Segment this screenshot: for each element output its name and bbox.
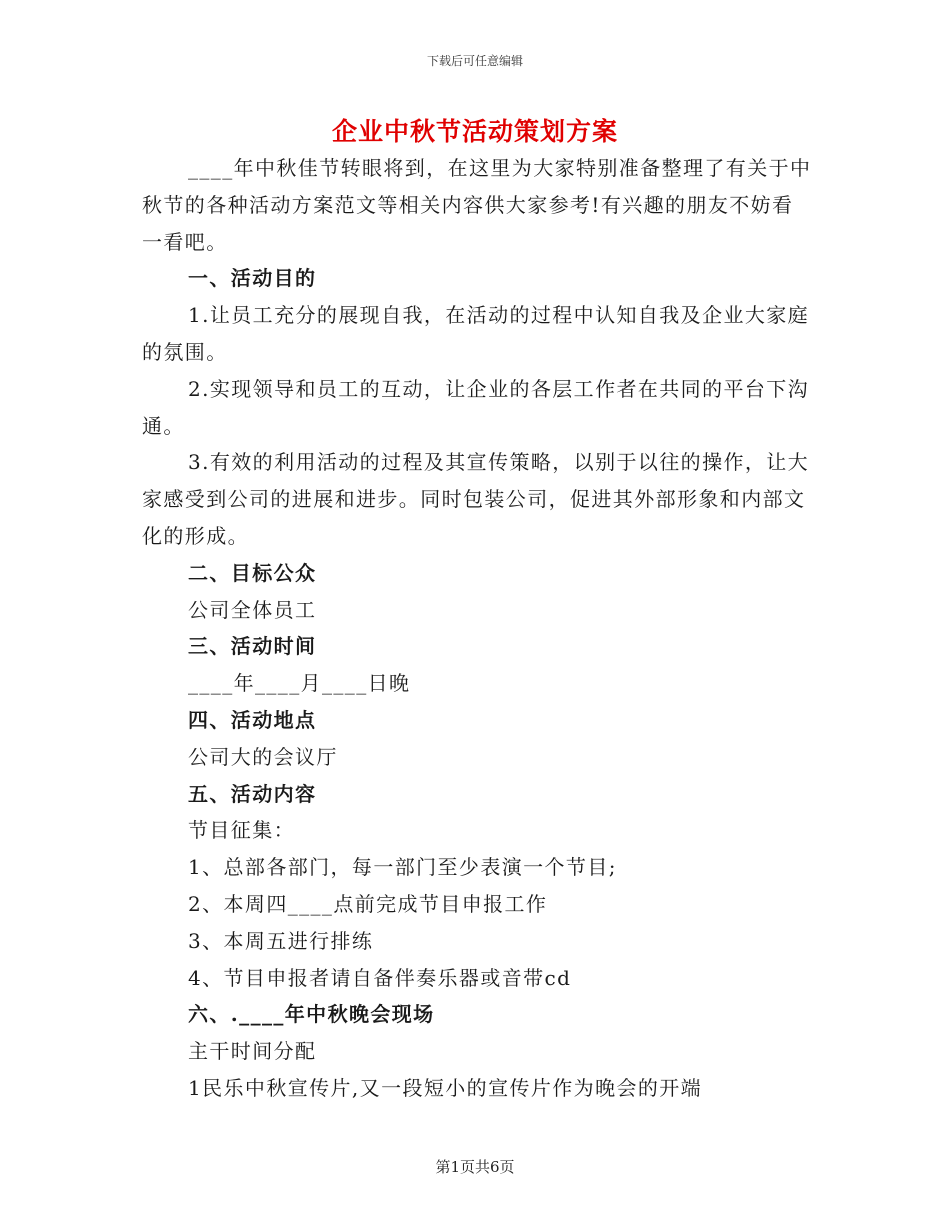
list-item: 2.实现领导和员工的互动，让企业的各层工作者在共同的平台下沟通。 bbox=[142, 376, 810, 438]
section-heading: 五、活动内容 bbox=[188, 781, 317, 806]
section-text: ____年____月____日晚 bbox=[188, 671, 411, 696]
page-header: 下载后可任意编辑 bbox=[426, 54, 523, 68]
document-body bbox=[142, 150, 812, 1107]
section-heading: 一、活动目的 bbox=[188, 266, 317, 291]
list-item: 3.有效的利用活动的过程及其宣传策略，以别于以往的操作，让大家感受到公司的进展和进步。同时包装公司，促进其外部形象和内部文化的形成。 bbox=[142, 450, 810, 548]
intro-paragraph: ____年中秋佳节转眼将到，在这里为大家特别准备整理了有关于中秋节的各种活动方案范文等相关内容供大家参考!有兴趣的朋友不妨看一看吧。 bbox=[142, 156, 812, 254]
section-heading: 三、活动时间 bbox=[188, 634, 317, 659]
list-item: 4、节目申报者请自备伴奏乐器或音带cd bbox=[188, 965, 572, 990]
section-heading: 六、.____年中秋晚会现场 bbox=[188, 1002, 435, 1027]
list-item: 1、总部各部门，每一部门至少表演一个节目; bbox=[188, 855, 617, 880]
section-text: 公司大的会议厅 bbox=[188, 744, 338, 769]
list-item: 1民乐中秋宣传片,又一段短小的宣传片作为晚会的开端 bbox=[188, 1075, 703, 1100]
list-item: 3、本周五进行排练 bbox=[188, 928, 374, 953]
section-text: 公司全体员工 bbox=[188, 597, 317, 622]
section-text: 主干时间分配 bbox=[188, 1039, 317, 1064]
section-heading: 四、活动地点 bbox=[188, 707, 317, 732]
document-title: 企业中秋节活动策划方案 bbox=[331, 117, 618, 146]
section-heading: 二、目标公众 bbox=[188, 560, 317, 585]
list-item: 1.让员工充分的展现自我，在活动的过程中认知自我及企业大家庭的氛围。 bbox=[142, 303, 810, 364]
page-footer: 第1页共6页 bbox=[435, 1158, 515, 1176]
section-text: 节目征集： bbox=[188, 818, 295, 843]
list-item: 2、本周四____点前完成节目申报工作 bbox=[188, 891, 548, 916]
